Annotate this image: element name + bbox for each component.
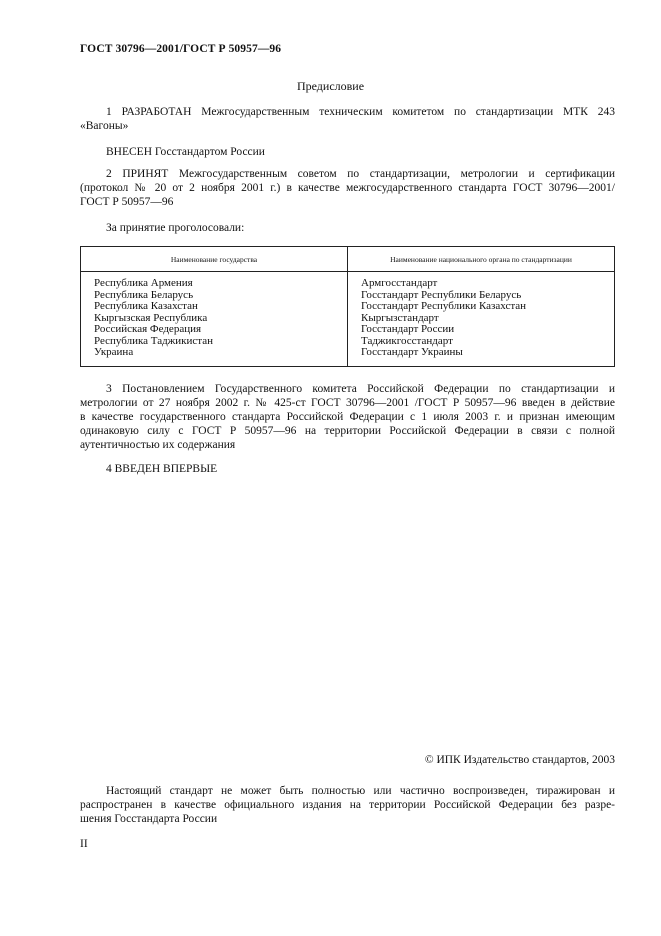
paragraph-line: ВНЕСЕН Госстандартом России bbox=[106, 146, 265, 158]
body-name: Госстандарт Украины bbox=[361, 346, 463, 358]
paragraph-resolution bbox=[80, 382, 615, 452]
state-name: Украина bbox=[94, 346, 134, 358]
body-name: Армгосстандарт bbox=[361, 277, 438, 289]
paragraph-line: «Вагоны» bbox=[80, 120, 129, 132]
voting-table bbox=[80, 246, 615, 367]
paragraph-line: Настоящий стандарт не может быть полностью или частично воспроизведен, тиражирован и bbox=[106, 785, 615, 797]
table-header-row bbox=[81, 247, 615, 272]
state-name: Кыргызская Республика bbox=[94, 311, 208, 324]
document-header: ГОСТ 30796—2001/ГОСТ Р 50957—96 bbox=[80, 43, 282, 55]
body-name: Госстандарт Республики Беларусь bbox=[361, 288, 522, 301]
body-name: Госстандарт России bbox=[361, 323, 455, 335]
reproduction-notice bbox=[80, 784, 615, 826]
paragraph-line: 3 Постановлением Государственного комитета Российской Федерации по стандартизации и bbox=[106, 383, 615, 395]
paragraph-line: аутентичностью их содержания bbox=[80, 439, 236, 451]
paragraph-line: 4 ВВЕДЕН ВПЕРВЫЕ bbox=[106, 463, 218, 475]
paragraph-line: метрологии от 27 ноября 2002 г. № 425-ст ГОСТ 30796—2001 /ГОСТ Р 50957—96 введен в действие bbox=[80, 397, 615, 409]
paragraph-line: одинаковую силу с ГОСТ Р 50957—96 на территории Российской Федерации в связи с полной bbox=[80, 425, 615, 437]
paragraph-adopted-by bbox=[80, 167, 615, 209]
paragraph-line: в качестве государственного стандарта Российской Федерации с 1 июля 2003 г. и признан имеющим bbox=[80, 411, 615, 423]
state-name: Российская Федерация bbox=[94, 323, 202, 335]
table-row bbox=[81, 272, 615, 367]
page-number: II bbox=[80, 838, 88, 850]
states-cell bbox=[81, 272, 348, 367]
column-header-state: Наименование государства bbox=[81, 247, 348, 272]
paragraph-line: 2 ПРИНЯТ Межгосударственным советом по стандартизации, метрологии и сертификации bbox=[106, 168, 615, 180]
body-name: Госстандарт Республики Казахстан bbox=[361, 300, 527, 312]
bodies-cell bbox=[348, 272, 615, 367]
copyright-notice: © ИПК Издательство стандартов, 2003 bbox=[424, 754, 615, 766]
paragraph-developed-by bbox=[80, 105, 615, 133]
paragraph-line: распространен в качестве официального издания на территории Российской Федерации без разре- bbox=[80, 799, 615, 811]
paragraph-introduced-first bbox=[80, 462, 615, 476]
page-title: Предисловие bbox=[296, 79, 365, 93]
paragraph-line: (протокол № 20 от 2 ноября 2001 г.) в качестве межгосударственного стандарта ГОСТ 30796—2001/ bbox=[80, 182, 615, 194]
state-name: Республика Беларусь bbox=[94, 288, 194, 301]
paragraph-line: шения Госстандарта России bbox=[80, 813, 218, 825]
body-name: Таджикгосстандарт bbox=[361, 334, 453, 347]
state-name: Республика Армения bbox=[94, 277, 193, 289]
paragraph-line: 1 РАЗРАБОТАН Межгосударственным техническим комитетом по стандартизации МТК 243 bbox=[106, 106, 615, 118]
body-name: Кыргызстандарт bbox=[361, 311, 439, 324]
paragraph-line: ГОСТ Р 50957—96 bbox=[80, 196, 174, 208]
state-name: Республика Казахстан bbox=[94, 300, 198, 312]
state-name: Республика Таджикистан bbox=[94, 334, 213, 347]
paragraph-introduced-by bbox=[80, 145, 615, 159]
paragraph-line: За принятие проголосовали: bbox=[106, 222, 245, 234]
column-header-body: Наименование национального органа по стандартизации bbox=[348, 247, 615, 272]
paragraph-voted bbox=[80, 221, 615, 235]
